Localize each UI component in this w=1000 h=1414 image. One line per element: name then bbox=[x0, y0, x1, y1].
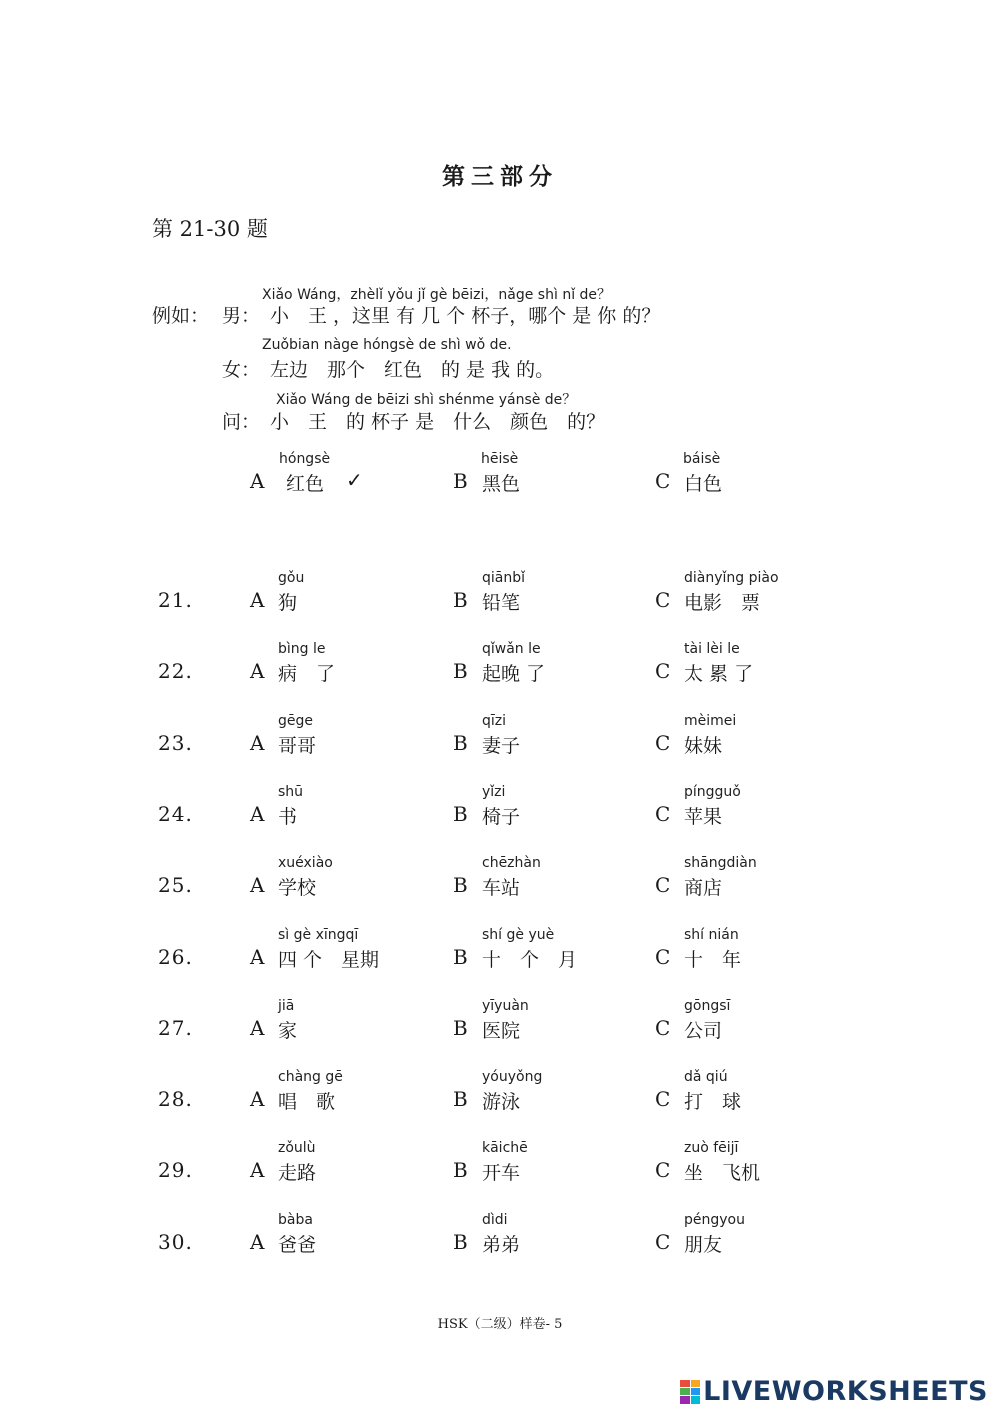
option-c-pinyin: gōngsī bbox=[684, 997, 731, 1014]
question-number: 25. bbox=[158, 873, 193, 898]
option-a-text: 爸爸 bbox=[278, 1233, 317, 1256]
example-female-pinyin: Zuǒbian nàge hóngsè de shì wǒ de. bbox=[262, 337, 512, 353]
example-male-label: 男： bbox=[222, 305, 261, 327]
example-male-pinyin: Xiǎo Wáng，zhèlǐ yǒu jǐ gè bēizi，nǎge shì nǐ de？ bbox=[262, 287, 612, 303]
example-option-a-letter: A bbox=[250, 469, 265, 493]
option-a-letter[interactable]: A bbox=[250, 801, 265, 826]
logo-mark-icon bbox=[680, 1380, 700, 1404]
logo-mark-square bbox=[691, 1396, 701, 1403]
section-title: 第三部分 bbox=[442, 163, 558, 190]
option-c-pinyin: shāngdiàn bbox=[684, 855, 757, 872]
option-a-text: 狗 bbox=[278, 592, 298, 614]
option-a-pinyin: sì gè xīngqī bbox=[278, 926, 359, 943]
option-b-letter[interactable]: B bbox=[453, 588, 468, 612]
option-a-pinyin: gēge bbox=[278, 712, 313, 729]
option-a-text: 哥哥 bbox=[278, 734, 317, 757]
question-number: 21. bbox=[158, 588, 193, 612]
logo-mark-square bbox=[680, 1388, 690, 1395]
option-b-pinyin: kāichē bbox=[482, 1140, 528, 1157]
option-b-pinyin: chēzhàn bbox=[482, 855, 541, 872]
option-c-text: 十 年 bbox=[684, 948, 742, 971]
option-b-pinyin: dìdi bbox=[482, 1211, 508, 1228]
option-c-text: 电影 票 bbox=[684, 592, 761, 614]
question-number: 22. bbox=[158, 659, 193, 684]
check-mark-icon: ✓ bbox=[346, 468, 363, 492]
option-c-letter[interactable]: C bbox=[655, 1158, 671, 1183]
option-c-text: 朋友 bbox=[684, 1233, 723, 1256]
option-b-text: 开车 bbox=[482, 1162, 521, 1185]
option-a-letter[interactable]: A bbox=[250, 1015, 265, 1040]
option-b-letter[interactable]: B bbox=[453, 1087, 468, 1112]
option-a-letter[interactable]: A bbox=[250, 1229, 265, 1254]
option-a-pinyin: zǒulù bbox=[278, 1140, 316, 1157]
option-a-letter[interactable]: A bbox=[250, 588, 265, 612]
option-c-pinyin: tài lèi le bbox=[684, 641, 740, 658]
logo-mark-square bbox=[691, 1388, 701, 1395]
example-question-pinyin: Xiǎo Wáng de bēizi shì shénme yánsè de？ bbox=[276, 392, 577, 408]
example-question-label: 问： bbox=[222, 411, 261, 433]
option-b-pinyin: yīyuàn bbox=[482, 997, 529, 1014]
option-b-text: 弟弟 bbox=[482, 1233, 521, 1256]
option-a-pinyin: jiā bbox=[278, 997, 295, 1014]
option-b-text: 妻子 bbox=[482, 734, 521, 757]
option-c-letter[interactable]: C bbox=[655, 659, 671, 684]
option-a-pinyin: shū bbox=[278, 783, 304, 800]
option-a-text: 家 bbox=[278, 1019, 298, 1042]
option-a-letter[interactable]: A bbox=[250, 659, 265, 684]
option-b-letter[interactable]: B bbox=[453, 801, 468, 826]
option-b-letter[interactable]: B bbox=[453, 944, 468, 969]
option-b-pinyin: qiānbǐ bbox=[482, 570, 526, 586]
option-b-letter[interactable]: B bbox=[453, 1158, 468, 1183]
option-c-text: 商店 bbox=[684, 877, 723, 900]
question-number: 27. bbox=[158, 1015, 193, 1040]
option-b-text: 车站 bbox=[482, 877, 521, 900]
option-c-pinyin: diànyǐng piào bbox=[684, 570, 779, 586]
option-a-text: 学校 bbox=[278, 877, 317, 900]
option-c-letter[interactable]: C bbox=[655, 730, 671, 755]
option-b-text: 铅笔 bbox=[482, 592, 521, 614]
question-number: 23. bbox=[158, 730, 193, 755]
option-b-text: 起晚 了 bbox=[482, 663, 546, 686]
option-b-pinyin: qīzi bbox=[482, 712, 507, 729]
logo-mark-square bbox=[680, 1380, 690, 1387]
option-c-text: 公司 bbox=[684, 1019, 723, 1042]
option-c-pinyin: shí nián bbox=[684, 926, 739, 943]
logo-mark-square bbox=[680, 1396, 690, 1403]
option-c-pinyin: zuò fēijī bbox=[684, 1140, 739, 1157]
question-number: 29. bbox=[158, 1158, 193, 1183]
question-number: 28. bbox=[158, 1087, 193, 1112]
example-option-b-pinyin: hēisè bbox=[481, 451, 519, 467]
option-c-letter[interactable]: C bbox=[655, 1087, 671, 1112]
option-b-pinyin: qǐwǎn le bbox=[482, 641, 541, 658]
option-c-text: 苹果 bbox=[684, 805, 723, 828]
example-female-text: 左边 那个 红色 的 是 我 的。 bbox=[270, 359, 555, 381]
option-b-text: 医院 bbox=[482, 1019, 521, 1042]
option-a-pinyin: bìng le bbox=[278, 641, 326, 658]
option-a-pinyin: xuéxiào bbox=[278, 855, 333, 872]
option-c-pinyin: píngguǒ bbox=[684, 783, 741, 800]
question-number: 24. bbox=[158, 801, 193, 826]
example-option-a-text: 红色 bbox=[286, 473, 325, 495]
example-question-text: 小 王 的 杯子 是 什么 颜色 的？ bbox=[270, 411, 606, 433]
option-c-pinyin: mèimei bbox=[684, 712, 737, 729]
liveworksheets-logo bbox=[680, 1376, 988, 1407]
option-a-letter[interactable]: A bbox=[250, 1158, 265, 1183]
option-b-pinyin: shí gè yuè bbox=[482, 926, 555, 943]
option-a-letter[interactable]: A bbox=[250, 730, 265, 755]
logo-text: LIVEWORKSHEETS bbox=[703, 1376, 988, 1407]
example-option-b-letter: B bbox=[453, 469, 468, 493]
logo-mark-square bbox=[691, 1380, 701, 1387]
option-a-letter[interactable]: A bbox=[250, 873, 265, 898]
option-a-text: 走路 bbox=[278, 1162, 317, 1185]
question-number: 30. bbox=[158, 1229, 193, 1254]
option-a-pinyin: gǒu bbox=[278, 570, 305, 586]
option-b-text: 游泳 bbox=[482, 1091, 521, 1114]
option-c-letter[interactable]: C bbox=[655, 588, 671, 612]
option-c-pinyin: dǎ qiú bbox=[684, 1069, 728, 1086]
option-c-text: 坐 飞机 bbox=[684, 1162, 761, 1185]
option-b-pinyin: yóuyǒng bbox=[482, 1069, 543, 1086]
example-option-c-pinyin: báisè bbox=[683, 451, 721, 467]
option-b-letter[interactable]: B bbox=[453, 1015, 468, 1040]
option-b-letter[interactable]: B bbox=[453, 1229, 468, 1254]
option-a-pinyin: bàba bbox=[278, 1211, 313, 1228]
option-b-pinyin: yǐzi bbox=[482, 783, 506, 800]
option-b-text: 椅子 bbox=[482, 805, 521, 828]
option-b-letter[interactable]: B bbox=[453, 659, 468, 684]
option-b-text: 十 个 月 bbox=[482, 948, 578, 971]
question-number: 26. bbox=[158, 944, 193, 969]
option-c-text: 太 累 了 bbox=[684, 663, 754, 686]
option-c-letter[interactable]: C bbox=[655, 873, 671, 898]
option-a-text: 四 个 星期 bbox=[278, 948, 380, 971]
example-option-a-pinyin: hóngsè bbox=[279, 451, 331, 467]
option-c-letter[interactable]: C bbox=[655, 1229, 671, 1254]
option-a-text: 病 了 bbox=[278, 663, 336, 686]
option-b-letter[interactable]: B bbox=[453, 730, 468, 755]
example-label: 例如： bbox=[152, 305, 210, 327]
option-a-letter[interactable]: A bbox=[250, 944, 265, 969]
page-footer: HSK（二级）样卷- 5 bbox=[437, 1317, 563, 1332]
option-a-letter[interactable]: A bbox=[250, 1087, 265, 1112]
option-c-letter[interactable]: C bbox=[655, 944, 671, 969]
question-range: 第 21-30 题 bbox=[152, 217, 268, 241]
example-option-c-letter: C bbox=[655, 469, 671, 493]
option-a-text: 书 bbox=[278, 805, 298, 828]
option-b-letter[interactable]: B bbox=[453, 873, 468, 898]
example-male-text: 小 王 ，这里 有 几 个 杯子，哪个 是 你 的？ bbox=[270, 305, 661, 327]
option-c-pinyin: péngyou bbox=[684, 1211, 745, 1228]
option-c-text: 妹妹 bbox=[684, 734, 723, 757]
example-option-b-text: 黑色 bbox=[482, 473, 521, 495]
option-c-letter[interactable]: C bbox=[655, 1015, 671, 1040]
option-a-pinyin: chàng gē bbox=[278, 1069, 343, 1086]
option-c-letter[interactable]: C bbox=[655, 801, 671, 826]
example-option-c-text: 白色 bbox=[684, 473, 723, 495]
option-a-text: 唱 歌 bbox=[278, 1091, 336, 1114]
example-female-label: 女： bbox=[222, 359, 261, 381]
option-c-text: 打 球 bbox=[684, 1091, 742, 1114]
